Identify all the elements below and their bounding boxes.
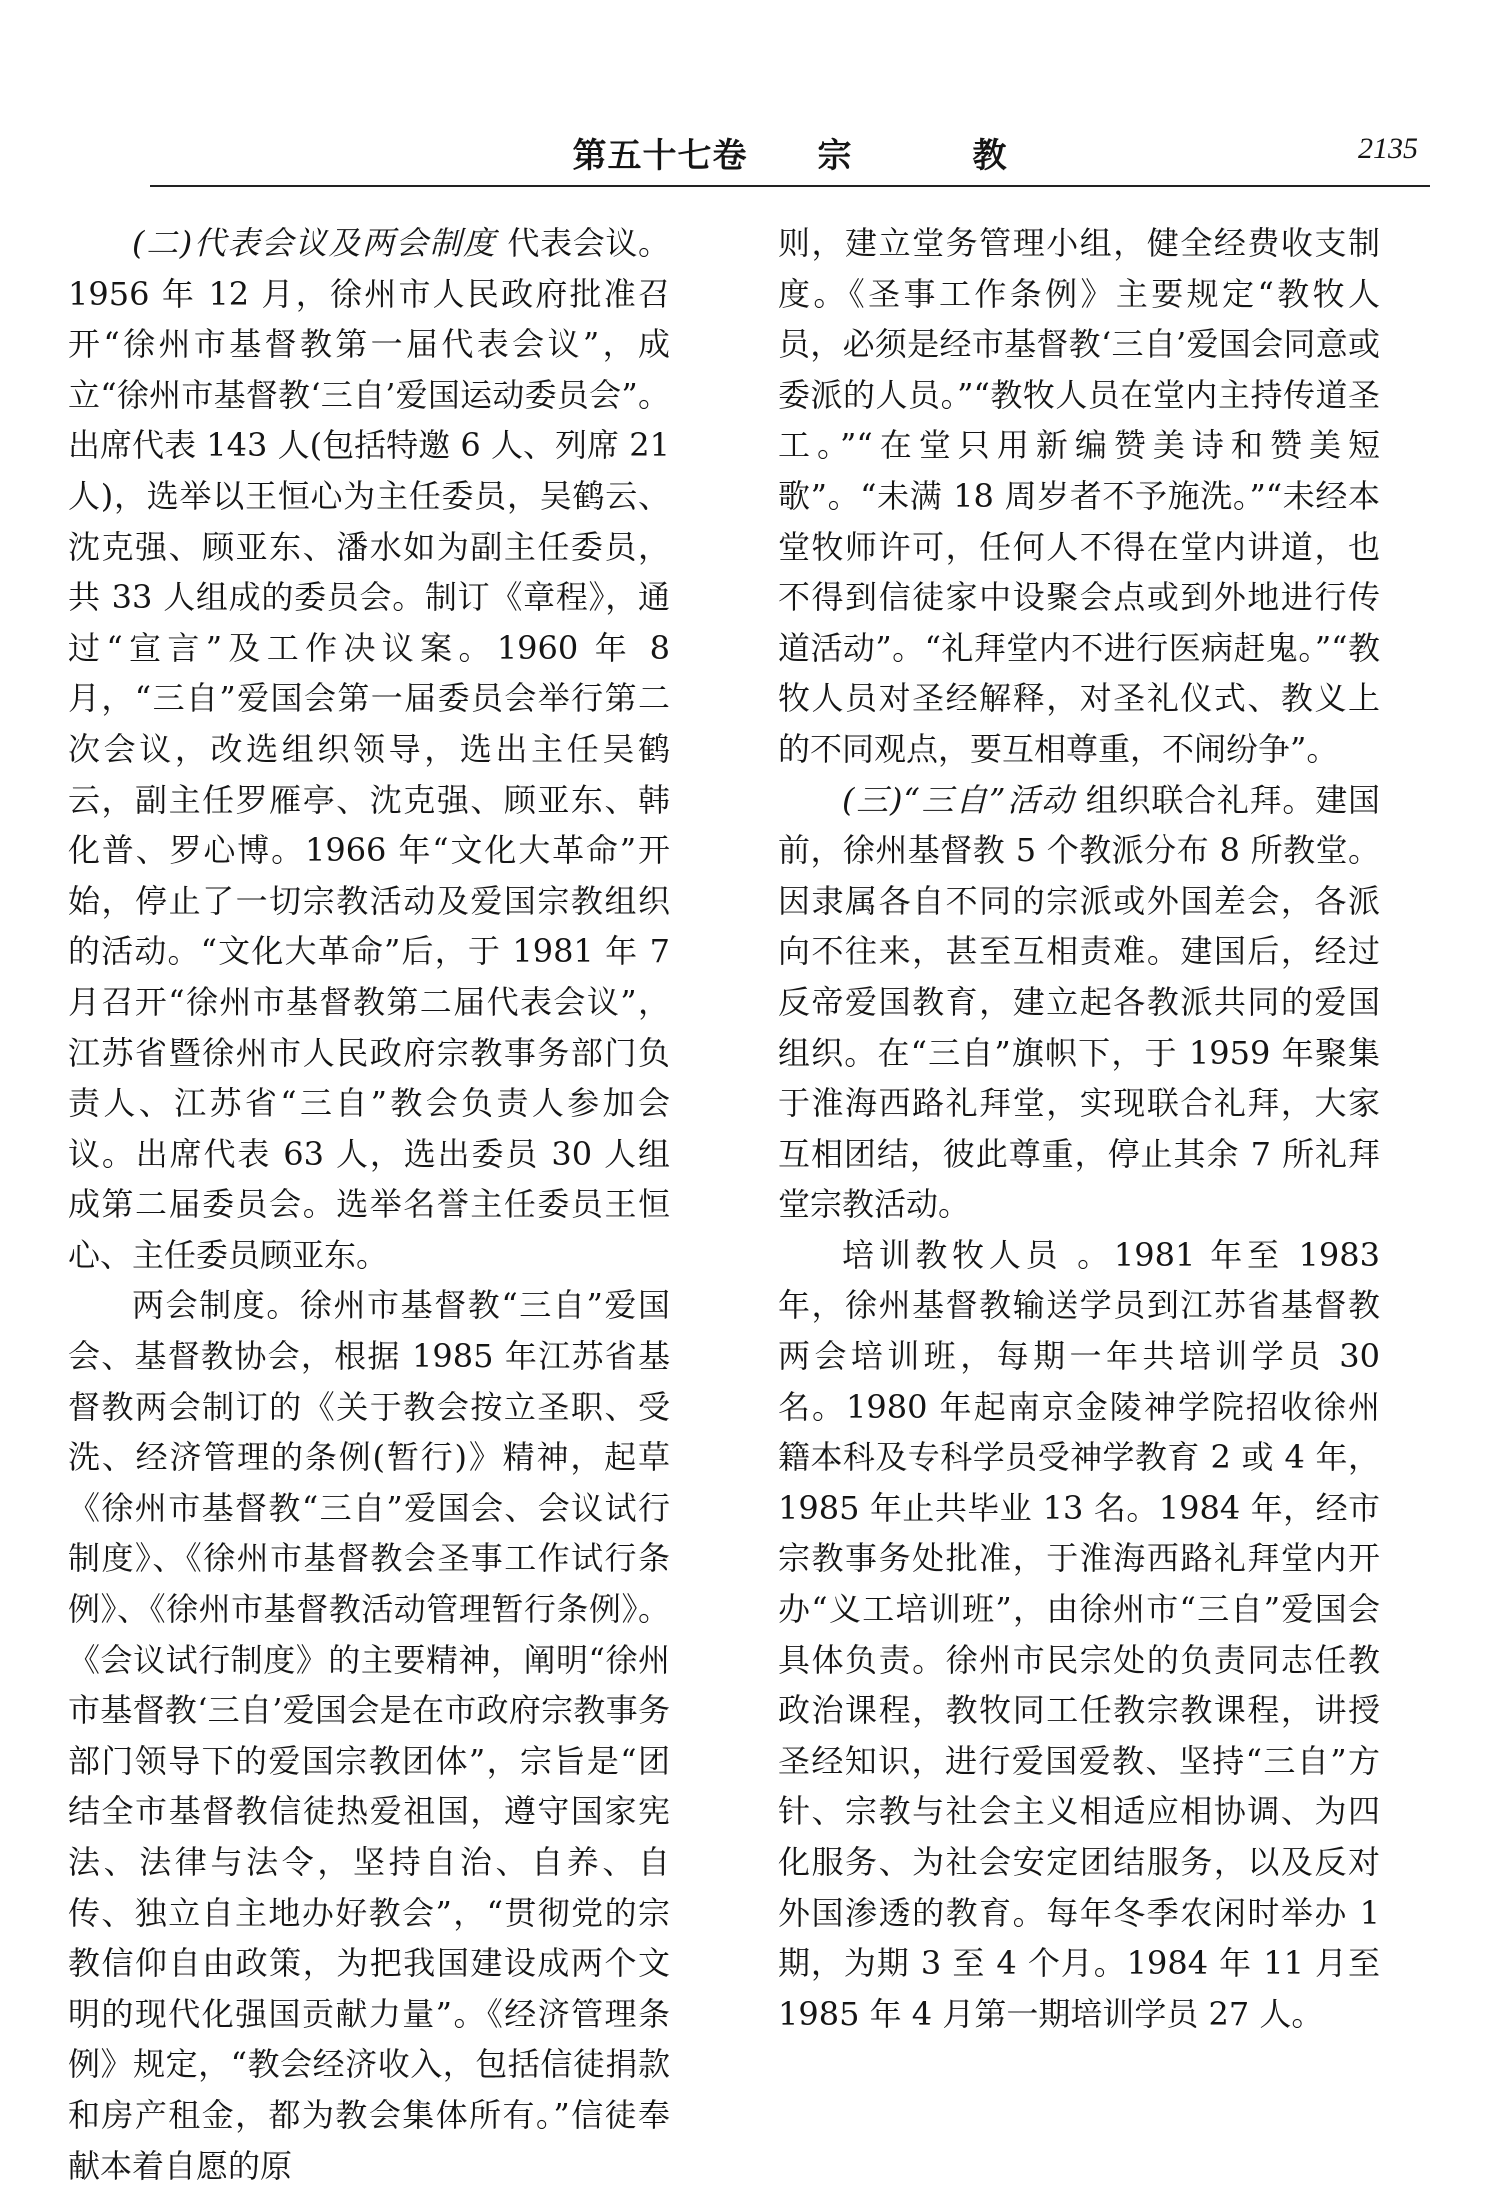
paragraph-two-councils-system: 两会制度。徐州市基督教“三自”爱国会、基督教协会，根据 1985 年江苏省基督教两会制订的《关于教会按立圣职、受洗、经济管理的条例(暂行)》精神，起草《徐州市基督教“三自”爱国会、会议试行制度》、《徐州市基督教会圣事工作试行条例》、《徐州市基督教活动管理暂行条例》。《会议试行制度》的主要精神，阐明“徐州市基督教‘三自’爱国会是在市政府宗教事务部门领导下的爱国宗教团体”，宗旨是“团结全市基督教信徒热爱祖国，遵守国家宪法、法律与法令，坚持自治、自养、自传、独立自主地办好教会”，“贯彻党的宗教信仰自由政策，为把我国建设成两个文明的现代化强国贡献力量”。《经济管理条例》规定，“教会经济收入，包括信徒捐款和房产租金，都为教会集体所有。”信徒奉献本着自愿的原 <box>68 1286 670 2185</box>
paragraph-representative-meeting <box>68 218 670 1280</box>
section-heading-3: (三)“三自”活动 <box>842 780 1075 819</box>
paragraph-text: 组织联合礼拜。建国前，徐州基督教 5 个教派分布 8 所教堂。因隶属各自不同的宗派或外国差会，各派向不往来，甚至互相责难。建国后，经过反帝爱国教育，建立起各教派共同的爱国组织。在“三自”旗帜下，于 1959 年聚集于淮海西路礼拜堂，实现联合礼拜，大家互相团结，彼此尊重，停止其余 7 所礼拜堂宗教活动。 <box>778 780 1380 1224</box>
left-column <box>68 218 670 2191</box>
paragraph-text: 代表会议。1956 年 12 月，徐州市人民政府批准召开“徐州市基督教第一届代表会议”，成立“徐州市基督教‘三自’爱国运动委员会”。出席代表 143 人(包括特邀 6 人、列席 21 人)，选举以王恒心为主任委员，吴鹤云、沈克强、顾亚东、潘水如为副主任委员，共 33 人组成的委员会。制订《章程》，通过“宣言”及工作决议案。1960 年 8 月，“三自”爱国会第一届委员会举行第二次会议，改选组织领导，选出主任吴鹤云，副主任罗雁亭、沈克强、顾亚东、韩化普、罗心博。1966 年“文化大革命”开始，停止了一切宗教活动及爱国宗教组织的活动。“文化大革命”后，于 1981 年 7 月召开“徐州市基督教第二届代表会议”，江苏省暨徐州市人民政府宗教事务部门负责人、江苏省“三自”教会负责人参加会议。出席代表 63 人，选出委员 30 人组成第二届委员会。选举名誉主任委员王恒心、主任委员顾亚东。 <box>68 224 670 1274</box>
paragraph-continued: 则，建立堂务管理小组，健全经费收支制度。《圣事工作条例》主要规定“教牧人员，必须是经市基督教‘三自’爱国会同意或委派的人员。”“教牧人员在堂内主持传道圣工。”“在堂只用新编赞美诗和赞美短歌”。“未满 18 周岁者不予施洗。”“未经本堂牧师许可，任何人不得在堂内讲道，也不得到信徒家中设聚会点或到外地进行传道活动”。“礼拜堂内不进行医病赶鬼。”“教牧人员对圣经解释，对圣礼仪式、教义上的不同观点，要互相尊重，不闹纷争”。 <box>778 224 1380 768</box>
page-header <box>150 128 1430 174</box>
section-heading-2: (二)代表会议及两会制度 <box>132 224 497 262</box>
running-title <box>150 128 1430 177</box>
page-number: 2135 <box>1358 132 1418 165</box>
paragraph-three-self-activities <box>778 775 1380 1230</box>
right-column <box>778 218 1380 2039</box>
header-rule <box>150 185 1430 187</box>
volume-label: 第五十七卷 <box>572 136 748 176</box>
title-char-1: 宗 <box>817 136 853 176</box>
title-char-2: 教 <box>972 136 1008 176</box>
paragraph-training: 培训教牧人员 。1981 年至 1983 年，徐州基督教输送学员到江苏省基督教两会培训班，每期一年共培训学员 30 名。1980 年起南京金陵神学院招收徐州籍本科及专科学员受神学教育 2 或 4 年，1985 年止共毕业 13 名。1984 年，经市宗教事务处批准，于淮海西路礼拜堂内开办“义工培训班”，由徐州市“三自”爱国会具体负责。徐州市民宗处的负责同志任教政治课程，教牧同工任教宗教课程，讲授圣经知识，进行爱国爱教、坚持“三自”方针、宗教与社会主义相适应相协调、为四化服务、为社会安定团结服务，以及反对外国渗透的教育。每年冬季农闲时举办 1 期，为期 3 至 4 个月。1984 年 11 月至 1985 年 4 月第一期培训学员 27 人。 <box>778 1235 1380 2033</box>
